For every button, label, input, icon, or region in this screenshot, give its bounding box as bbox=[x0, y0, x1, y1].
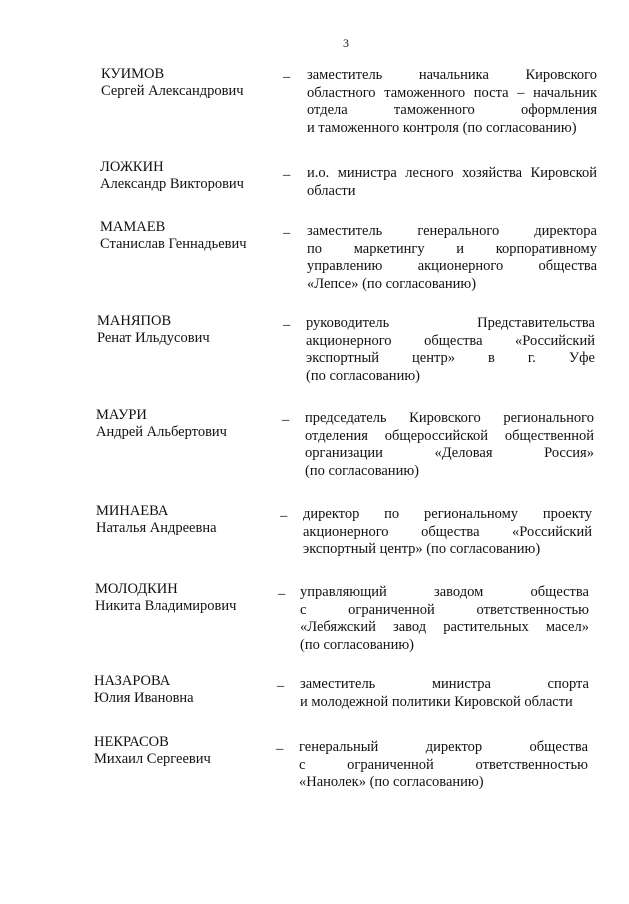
description-line bbox=[300, 619, 589, 637]
description-word: организации bbox=[305, 445, 383, 461]
description-word: министра bbox=[431, 676, 491, 692]
member-surname: НАЗАРОВА bbox=[94, 673, 171, 689]
description-word: в bbox=[488, 350, 495, 366]
member-position-description bbox=[303, 506, 592, 559]
description-word: ответственностью bbox=[476, 601, 589, 618]
member-surname: МИНАЕВА bbox=[96, 503, 169, 519]
dash-separator: – bbox=[283, 69, 291, 85]
member-given-names: Ренат Ильдусович bbox=[97, 330, 210, 346]
member-given-names: Сергей Александрович bbox=[101, 83, 244, 99]
description-word: г. bbox=[527, 350, 536, 366]
page-number: 3 bbox=[343, 36, 349, 50]
description-line bbox=[303, 524, 592, 542]
dash-separator: – bbox=[278, 586, 286, 602]
member-name bbox=[100, 219, 275, 253]
description-word: и bbox=[456, 240, 465, 257]
member-position-description bbox=[300, 676, 589, 711]
member-position-description bbox=[307, 223, 597, 293]
description-word: растительных bbox=[443, 619, 529, 635]
member-name bbox=[101, 66, 276, 100]
member-name bbox=[96, 407, 271, 441]
member-surname: МАУРИ bbox=[96, 407, 147, 423]
member-surname: ЛОЖКИН bbox=[100, 159, 164, 175]
description-word: заводом bbox=[434, 584, 484, 600]
description-word: спорта bbox=[547, 676, 589, 692]
member-position-description bbox=[305, 410, 594, 480]
description-line: области bbox=[307, 182, 356, 199]
description-line bbox=[306, 333, 595, 351]
description-line bbox=[300, 602, 589, 620]
description-word: корпоративному bbox=[495, 240, 597, 257]
description-line bbox=[307, 102, 597, 120]
description-word: масел» bbox=[545, 619, 589, 635]
description-line: «Нанолек» (по согласованию) bbox=[299, 774, 484, 790]
description-line bbox=[305, 445, 594, 463]
description-line bbox=[307, 223, 597, 241]
member-given-names: Наталья Андреевна bbox=[96, 520, 217, 536]
description-word: акционерного bbox=[303, 523, 389, 540]
description-line: и молодежной политики Кировской области bbox=[300, 693, 573, 710]
member-surname: НЕКРАСОВ bbox=[94, 734, 169, 750]
description-line: отделения общероссийской общественной bbox=[305, 427, 594, 444]
description-word: по bbox=[384, 506, 400, 522]
description-word: ограниченной bbox=[347, 756, 434, 773]
description-word: регионального bbox=[503, 410, 594, 426]
member-surname: МАНЯПОВ bbox=[97, 313, 172, 329]
description-line bbox=[307, 258, 597, 276]
description-word: заместитель bbox=[300, 676, 376, 692]
description-word: руководитель bbox=[306, 315, 390, 331]
description-word: директора bbox=[534, 223, 597, 239]
description-word: центр» bbox=[412, 350, 456, 366]
description-line bbox=[307, 67, 597, 85]
dash-separator: – bbox=[283, 167, 291, 183]
description-word: «Российский bbox=[512, 523, 592, 540]
description-word: по bbox=[307, 240, 323, 257]
member-given-names: Андрей Альбертович bbox=[96, 424, 227, 440]
description-word: «Деловая bbox=[434, 445, 493, 461]
description-word: ограниченной bbox=[348, 601, 435, 618]
dash-separator: – bbox=[276, 741, 284, 757]
description-word: председатель bbox=[305, 410, 387, 426]
description-line: и таможенного контроля (по согласованию) bbox=[307, 119, 577, 136]
description-word: общества bbox=[421, 523, 480, 540]
description-line bbox=[303, 506, 592, 524]
description-word: генеральный bbox=[299, 739, 379, 755]
description-line bbox=[300, 584, 589, 602]
description-word: акционерного bbox=[417, 258, 504, 274]
description-line: «Лепсе» (по согласованию) bbox=[307, 275, 477, 292]
member-name bbox=[100, 159, 275, 193]
description-line bbox=[300, 676, 589, 694]
member-name bbox=[97, 313, 272, 347]
description-word: общества bbox=[538, 258, 597, 274]
description-word: «Российский bbox=[515, 332, 595, 349]
description-word: общества bbox=[530, 584, 589, 600]
description-word: Представительства bbox=[477, 315, 595, 331]
member-surname: КУИМОВ bbox=[101, 66, 165, 82]
member-surname: МАМАЕВ bbox=[100, 219, 166, 235]
member-position-description bbox=[300, 584, 589, 654]
description-word: заместитель bbox=[307, 223, 383, 239]
description-line: (по согласованию) bbox=[300, 636, 414, 653]
description-word: отдела bbox=[307, 102, 348, 118]
member-position-description bbox=[299, 739, 588, 792]
description-word: ответственностью bbox=[475, 756, 588, 773]
description-word: генерального bbox=[417, 223, 500, 239]
description-word: «Лебяжский bbox=[300, 619, 376, 635]
member-position-description bbox=[307, 165, 597, 200]
member-position-description bbox=[307, 67, 597, 137]
description-word: директор bbox=[303, 506, 360, 522]
description-word: управлению bbox=[307, 258, 383, 274]
description-line: (по согласованию) bbox=[306, 367, 420, 384]
description-line: областного таможенного поста – начальник bbox=[307, 84, 597, 101]
dash-separator: – bbox=[277, 678, 285, 694]
member-surname: МОЛОДКИН bbox=[95, 581, 178, 597]
description-word: оформления bbox=[521, 102, 597, 118]
description-line: экспортный центр» (по согласованию) bbox=[303, 541, 541, 557]
member-name bbox=[94, 673, 269, 707]
description-word: заместитель bbox=[307, 67, 383, 83]
member-given-names: Никита Владимирович bbox=[95, 598, 237, 614]
description-word: с bbox=[300, 601, 307, 618]
description-word: Кировского bbox=[409, 410, 481, 426]
description-word: Уфе bbox=[568, 350, 595, 366]
dash-separator: – bbox=[282, 412, 290, 428]
description-word: общества bbox=[424, 332, 483, 349]
member-name bbox=[94, 734, 269, 768]
dash-separator: – bbox=[280, 508, 288, 524]
description-line bbox=[306, 350, 595, 368]
description-word: общества bbox=[529, 739, 588, 755]
description-line: (по согласованию) bbox=[305, 462, 419, 479]
member-given-names: Михаил Сергеевич bbox=[94, 751, 211, 767]
description-word: управляющий bbox=[300, 584, 387, 600]
member-given-names: Александр Викторович bbox=[100, 176, 244, 192]
description-line bbox=[299, 739, 588, 757]
description-word: с bbox=[299, 756, 306, 773]
description-word: Кировского bbox=[525, 67, 597, 83]
description-word: экспортный bbox=[306, 350, 380, 366]
description-line: и.о. министра лесного хозяйства Кировской bbox=[307, 165, 597, 181]
member-given-names: Станислав Геннадьевич bbox=[100, 236, 247, 252]
description-word: завод bbox=[392, 619, 427, 635]
member-given-names: Юлия Ивановна bbox=[94, 690, 194, 706]
description-line bbox=[307, 241, 597, 259]
description-word: акционерного bbox=[306, 332, 392, 349]
dash-separator: – bbox=[283, 317, 291, 333]
description-word: Россия» bbox=[544, 445, 594, 461]
description-word: региональному bbox=[424, 506, 519, 522]
member-name bbox=[96, 503, 271, 537]
description-line bbox=[306, 315, 595, 333]
member-name bbox=[95, 581, 270, 615]
member-position-description bbox=[306, 315, 595, 385]
description-word: директор bbox=[425, 739, 483, 755]
description-line bbox=[299, 757, 588, 775]
description-word: маркетингу bbox=[353, 240, 425, 257]
description-word: проекту bbox=[542, 506, 592, 522]
description-line bbox=[305, 410, 594, 428]
description-word: начальника bbox=[418, 67, 489, 83]
dash-separator: – bbox=[283, 225, 291, 241]
description-word: таможенного bbox=[393, 102, 475, 118]
